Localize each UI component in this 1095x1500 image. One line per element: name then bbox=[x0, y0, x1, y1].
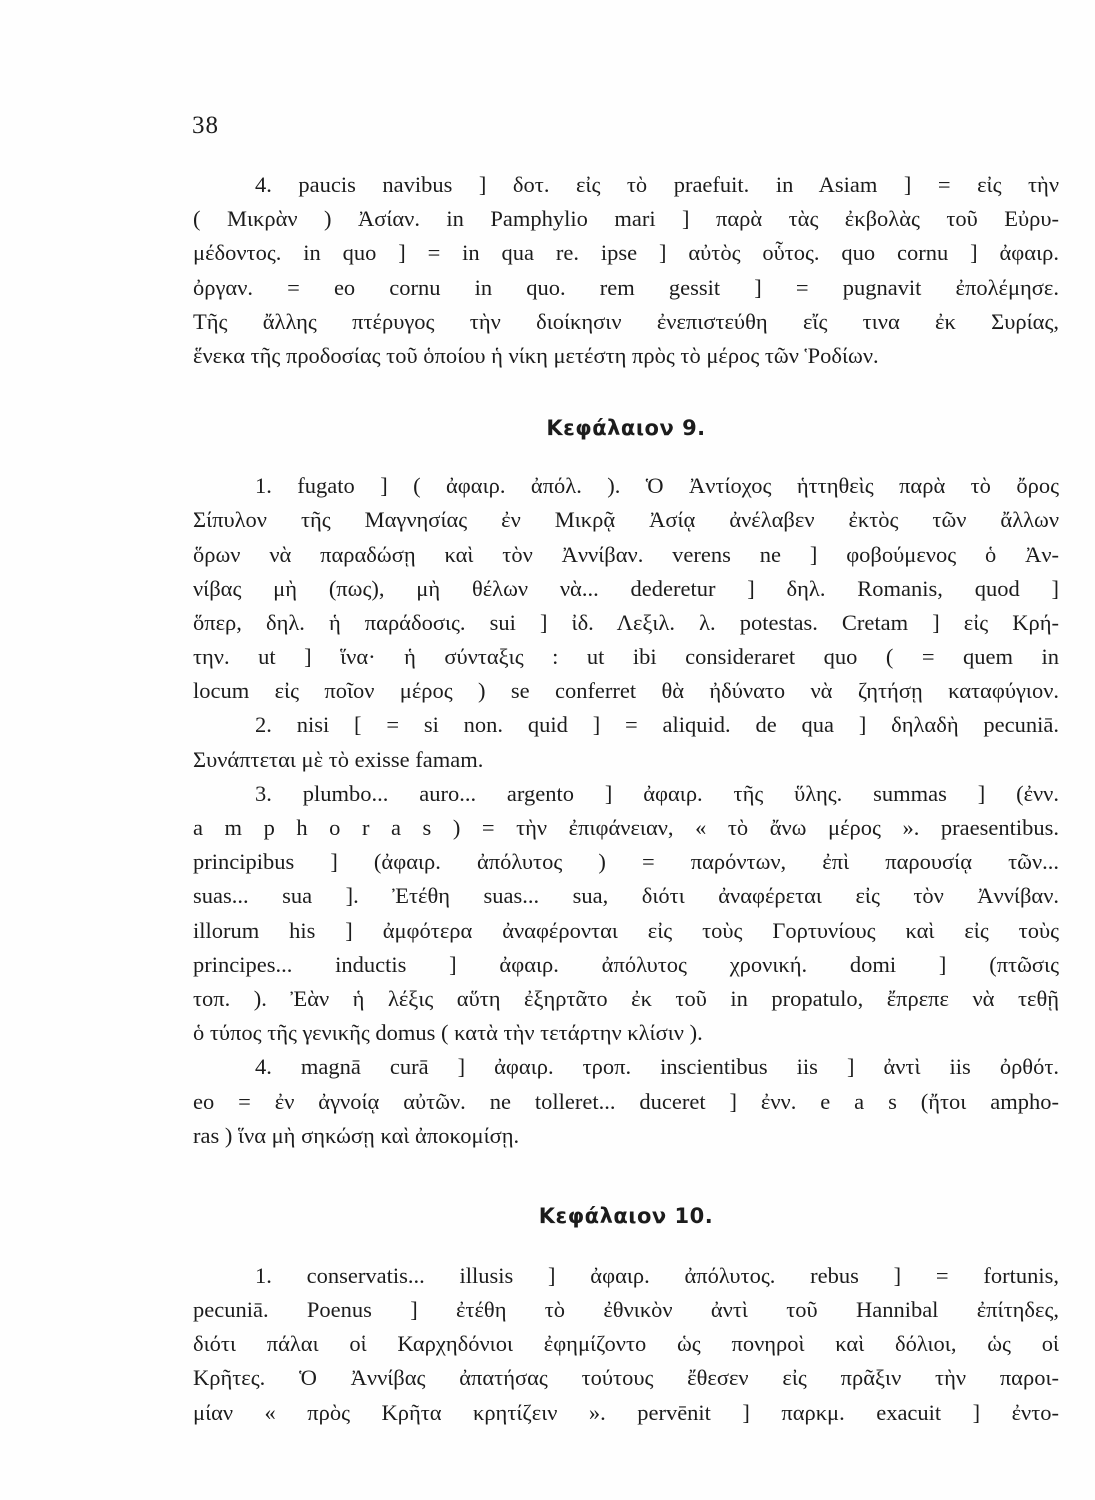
text-line: eo = ἐν ἀγνοίᾳ αὐτῶν. ne tolleret... duceret ] ἐνν. e a s (ἤτοι ampho- bbox=[193, 1088, 1059, 1114]
text-line: 1. fugato ] ( ἀφαιρ. ἀπόλ. ). Ὁ Ἀντίοχος ἡττηθεὶς παρὰ τὸ ὄρος bbox=[255, 473, 1059, 499]
text-line: pecuniā. Poenus ] ἐτέθη τὸ ἐθνικὸν ἀντὶ τοῦ Hannibal ἐπίτηδες, bbox=[193, 1297, 1059, 1323]
text-line: ὁ τύπος τῆς γενικῆς domus ( κατὰ τὴν τετάρτην κλίσιν ). bbox=[193, 1020, 703, 1046]
text-line: Συνάπτεται μὲ τὸ exisse famam. bbox=[193, 746, 484, 772]
text-line: διότι πάλαι οἱ Καρχηδόνιοι ἐφημίζοντο ὡς πονηροὶ καὶ δόλιοι, ὡς οἱ bbox=[193, 1331, 1059, 1357]
text-line: principibus ] (ἀφαιρ. ἀπόλυτος ) = παρόντων, ἐπὶ παρουσίᾳ τῶν... bbox=[193, 849, 1059, 875]
text-line: 4. paucis navibus ] δοτ. εἰς τὸ praefuit. in Asiam ] = εἰς τὴν bbox=[255, 172, 1059, 197]
text-line: 3. plumbo... auro... argento ] ἀφαιρ. τῆς ὕλης. summas ] (ἐνν. bbox=[255, 780, 1059, 806]
text-line: την. ut ] ἵνα· ἡ σύνταξις : ut ibi consideraret quo ( = quem in bbox=[193, 644, 1059, 670]
text-line: ὅρων νὰ παραδώσῃ καὶ τὸν Ἀννίβαν. verens ne ] φοβούμενος ὁ Ἀν- bbox=[193, 541, 1059, 567]
text-line: principes... inductis ] ἀφαιρ. ἀπόλυτος χρονική. domi ] (πτῶσις bbox=[193, 951, 1059, 977]
text-line: 2. nisi [ = si non. quid ] = aliquid. de qua ] δηλαδὴ pecuniā. bbox=[255, 712, 1059, 738]
chapter-heading: Κεφάλαιον 10. bbox=[538, 1203, 714, 1228]
text-line: Τῆς ἄλλης πτέρυγος τὴν διοίκησιν ἐνεπιστεύθη εἴς τινα ἐκ Συρίας, bbox=[193, 308, 1059, 334]
text-line: μέδοντος. in quo ] = in qua re. ipse ] αὐτὸς οὗτος. quo cornu ] ἀφαιρ. bbox=[193, 240, 1059, 266]
text-line: a m p h o r a s ) = τὴν ἐπιφάνειαν, « τὸ ἄνω μέρος ». praesentibus. bbox=[193, 815, 1059, 840]
chapter-9-text bbox=[193, 469, 1059, 1153]
text-line: 1. conservatis... illusis ] ἀφαιρ. ἀπόλυτος. rebus ] = fortunis, bbox=[255, 1262, 1059, 1288]
text-line: suas... sua ]. Ἐτέθη suas... sua, διότι ἀναφέρεται εἰς τὸν Ἀννίβαν. bbox=[193, 883, 1059, 909]
text-line: Σίπυλον τῆς Μαγνησίας ἐν Μικρᾷ Ἀσίᾳ ἀνέλαβεν ἐκτὸς τῶν ἄλλων bbox=[193, 507, 1059, 533]
text-line: ras ) ἵνα μὴ σηκώσῃ καὶ ἀποκομίσῃ. bbox=[193, 1122, 520, 1148]
text-line: ( Μικρὰν ) Ἀσίαν. in Pamphylio mari ] παρὰ τὰς ἐκβολὰς τοῦ Εὐρυ- bbox=[193, 206, 1059, 232]
text-line: illorum his ] ἀμφότερα ἀναφέρονται εἰς τοὺς Γορτυνίους καὶ εἰς τοὺς bbox=[193, 917, 1059, 943]
chapter-heading: Κεφάλαιον 9. bbox=[546, 416, 706, 441]
text-line: τοπ. ). Ἐὰν ἡ λέξις αὕτη ἐξηρτᾶτο ἐκ τοῦ in propatulo, ἔπρεπε νὰ τεθῇ bbox=[193, 985, 1059, 1011]
text-line: μίαν « πρὸς Κρῆτα κρητίζειν ». pervēnit ] παρκμ. exacuit ] ἐντο- bbox=[193, 1399, 1059, 1425]
page-number: 38 bbox=[192, 112, 219, 139]
chapter-10-text bbox=[193, 1259, 1059, 1430]
text-line: Κρῆτες. Ὁ Ἀννίβας ἀπατήσας τούτους ἔθεσεν εἰς πρᾶξιν τὴν παροι- bbox=[193, 1365, 1059, 1391]
text-line: 4. magnā curā ] ἀφαιρ. τροπ. inscientibus iis ] ἀντὶ iis ὀρθότ. bbox=[255, 1054, 1059, 1080]
text-line: locum εἰς ποῖον μέρος ) se conferret θὰ ἠδύνατο νὰ ζητήσῃ καταφύγιον. bbox=[193, 678, 1059, 704]
section-paragraph bbox=[193, 168, 1059, 373]
text-line: νίβας μὴ (πως), μὴ θέλων νὰ... dederetur ] δηλ. Romanis, quod ] bbox=[193, 575, 1059, 601]
body-text bbox=[193, 168, 1059, 1430]
text-line: ἕνεκα τῆς προδοσίας τοῦ ὁποίου ἡ νίκη μετέστη πρὸς τὸ μέρος τῶν Ῥοδίων. bbox=[193, 342, 879, 368]
text-line: ὀργαν. = eo cornu in quo. rem gessit ] = pugnavit ἐπολέμησε. bbox=[193, 274, 1059, 300]
text-line: ὅπερ, δηλ. ἡ παράδοσις. sui ] ἰδ. Λεξιλ. λ. potestas. Cretam ] εἰς Κρή- bbox=[193, 609, 1059, 635]
